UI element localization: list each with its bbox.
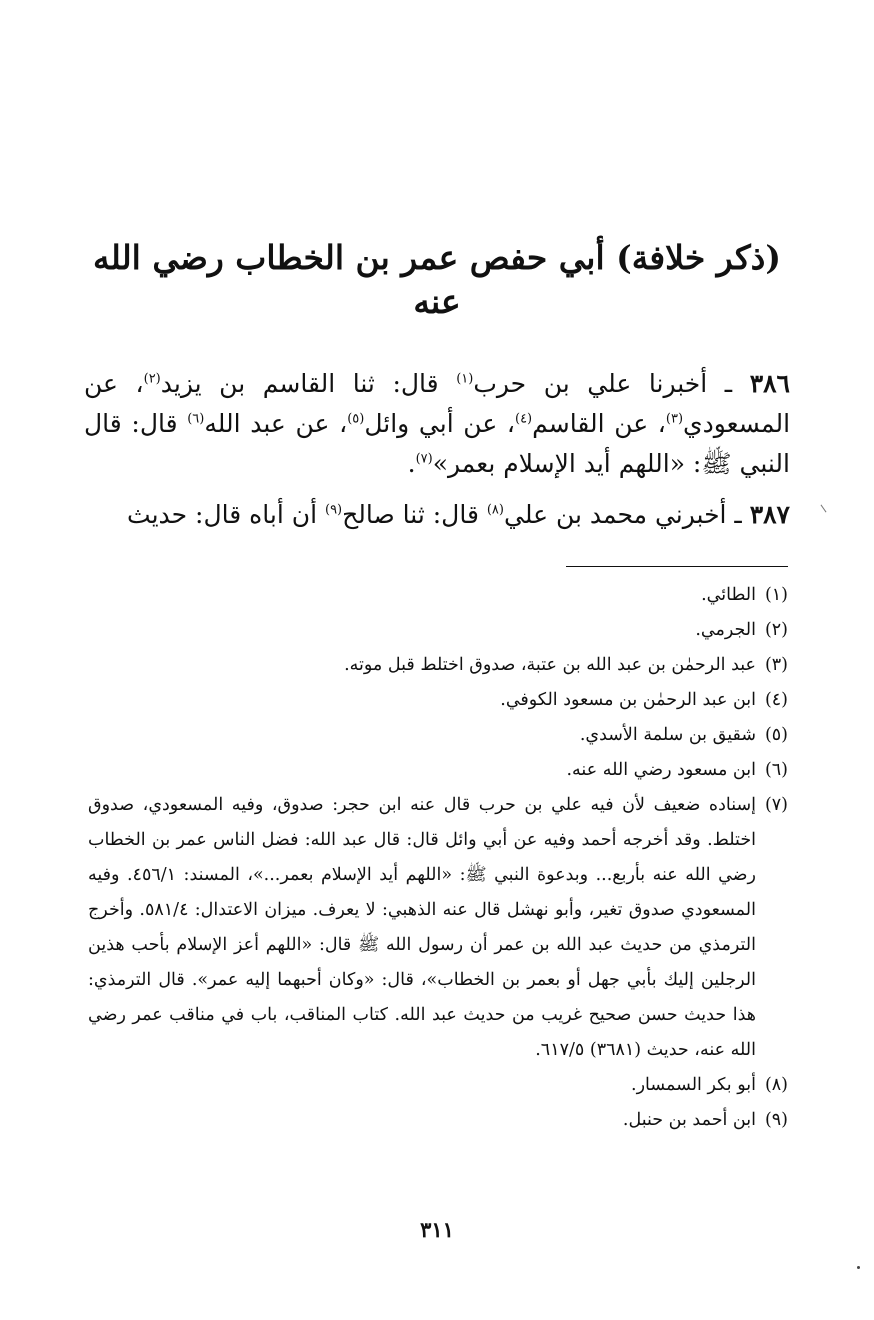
footnote-text: شقيق بن سلمة الأسدي.: [579, 725, 756, 745]
entry-text-segment: قال: قال النبي ﷺ: «اللهم أيد الإسلام بعمر»: [84, 409, 790, 478]
main-text: [84, 364, 790, 535]
hadith-entry: [84, 495, 790, 535]
scan-mark: [821, 505, 827, 513]
entry-text: [127, 500, 750, 529]
footnote-reference: (٥): [347, 411, 365, 427]
footnote-number: (٨): [764, 1075, 788, 1095]
entry-text-segment: قال: ثنا القاسم بن يزيد: [160, 369, 457, 398]
entry-text-segment: أن أباه قال: حديث: [127, 500, 325, 529]
footnote-text: ابن أحمد بن حنبل.: [622, 1110, 756, 1130]
footnote-reference: (٦): [187, 411, 205, 427]
footnote-reference: (٩): [324, 502, 343, 518]
footnote-text: ابن عبد الرحمٰن بن مسعود الكوفي.: [500, 690, 756, 710]
footnote-item: [88, 613, 788, 648]
entry-text-segment: .: [407, 449, 416, 478]
footnote-reference: (٨): [486, 502, 504, 518]
entry-text-segment: ، عن المسعودي: [84, 369, 791, 438]
chapter-title: (ذكر خلافة) أبي حفص عمر بن الخطاب رضي الله عنه: [93, 238, 781, 321]
entry-number: ٣٨٧: [749, 500, 790, 529]
hadith-entry: [84, 364, 790, 484]
entry-text-segment: ـ أخبرنا علي بن حرب: [473, 369, 750, 398]
footnote-number: (٥): [764, 725, 788, 745]
footnote-text: الطائي.: [701, 585, 756, 605]
entry-text-segment: ، عن أبي وائل: [364, 409, 515, 438]
footnote-number: (٣): [764, 655, 788, 675]
page-number: ٣١١: [420, 1217, 454, 1242]
footnote-number: (٤): [764, 690, 788, 710]
entry-text-segment: ، عن القاسم: [532, 409, 666, 438]
footnote-text: عبد الرحمٰن بن عبد الله بن عتبة، صدوق اختلط قبل موته.: [344, 655, 756, 675]
footnote-reference: (٧): [415, 451, 433, 467]
footnote-item: [88, 753, 788, 788]
footnote-item: [88, 648, 788, 683]
footnote-reference: (٢): [143, 371, 161, 387]
footnote-item: [88, 1103, 788, 1138]
footnote-number: (٧): [764, 795, 788, 815]
footnote-item: [88, 718, 788, 753]
footnote-text: إسناده ضعيف لأن فيه علي بن حرب قال عنه ابن حجر: صدوق، وفيه المسعودي، صدوق اختلط. وقد أخرجه أحمد وفيه عن أبي وائل قال: قال عبد الله: فضل الناس عمر بن الخطاب رضي الله عنه بأربع... وبدعوة النبي ﷺ: «اللهم أيد الإسلام بعمر...»، المسند: ٤٥٦/١. وفيه المسعودي صدوق تغير، وأبو نهشل قال عنه الذهبي: لا يعرف. ميزان الاعتدال: ٥٨١/٤. وأخرج الترمذي من حديث عبد الله بن عمر أن رسول الله ﷺ قال: «اللهم أعز الإسلام بأحب هذين الرجلين إليك بأبي جهل أو بعمر بن الخطاب»، قال: «وكان أحبهما إليه عمر». قال الترمذي: هذا حديث حسن صحيح غريب من حديث عبد الله. كتاب المناقب، باب في مناقب عمر رضي الله عنه، حديث (٣٦٨١) ٦١٧/٥.: [88, 795, 756, 1060]
scan-speck: [857, 1266, 860, 1269]
footnote-separator: [566, 566, 788, 567]
entry-text-segment: ـ أخبرني محمد بن علي: [503, 500, 750, 529]
footnote-item: [88, 578, 788, 613]
footnote-number: (٢): [764, 620, 788, 640]
footnote-item: [88, 683, 788, 718]
entry-text-segment: قال: ثنا صالح: [342, 500, 487, 529]
entry-text-segment: ، عن عبد الله: [204, 409, 348, 438]
footnote-item: [88, 1068, 788, 1103]
footnote-reference: (١): [456, 371, 474, 387]
footnote-text: أبو بكر السمسار.: [631, 1075, 756, 1095]
footnote-item: [88, 788, 788, 1068]
footnote-reference: (٣): [665, 411, 684, 427]
footnote-number: (٦): [764, 760, 788, 780]
footnote-reference: (٤): [514, 411, 533, 427]
entry-number: ٣٨٦: [749, 369, 790, 398]
footnote-text: ابن مسعود رضي الله عنه.: [566, 760, 756, 780]
footnote-number: (٩): [764, 1110, 788, 1130]
entry-text: [84, 369, 790, 478]
footnotes: [88, 578, 788, 1138]
footnote-number: (١): [764, 585, 788, 605]
footnote-text: الجرمي.: [695, 620, 756, 640]
